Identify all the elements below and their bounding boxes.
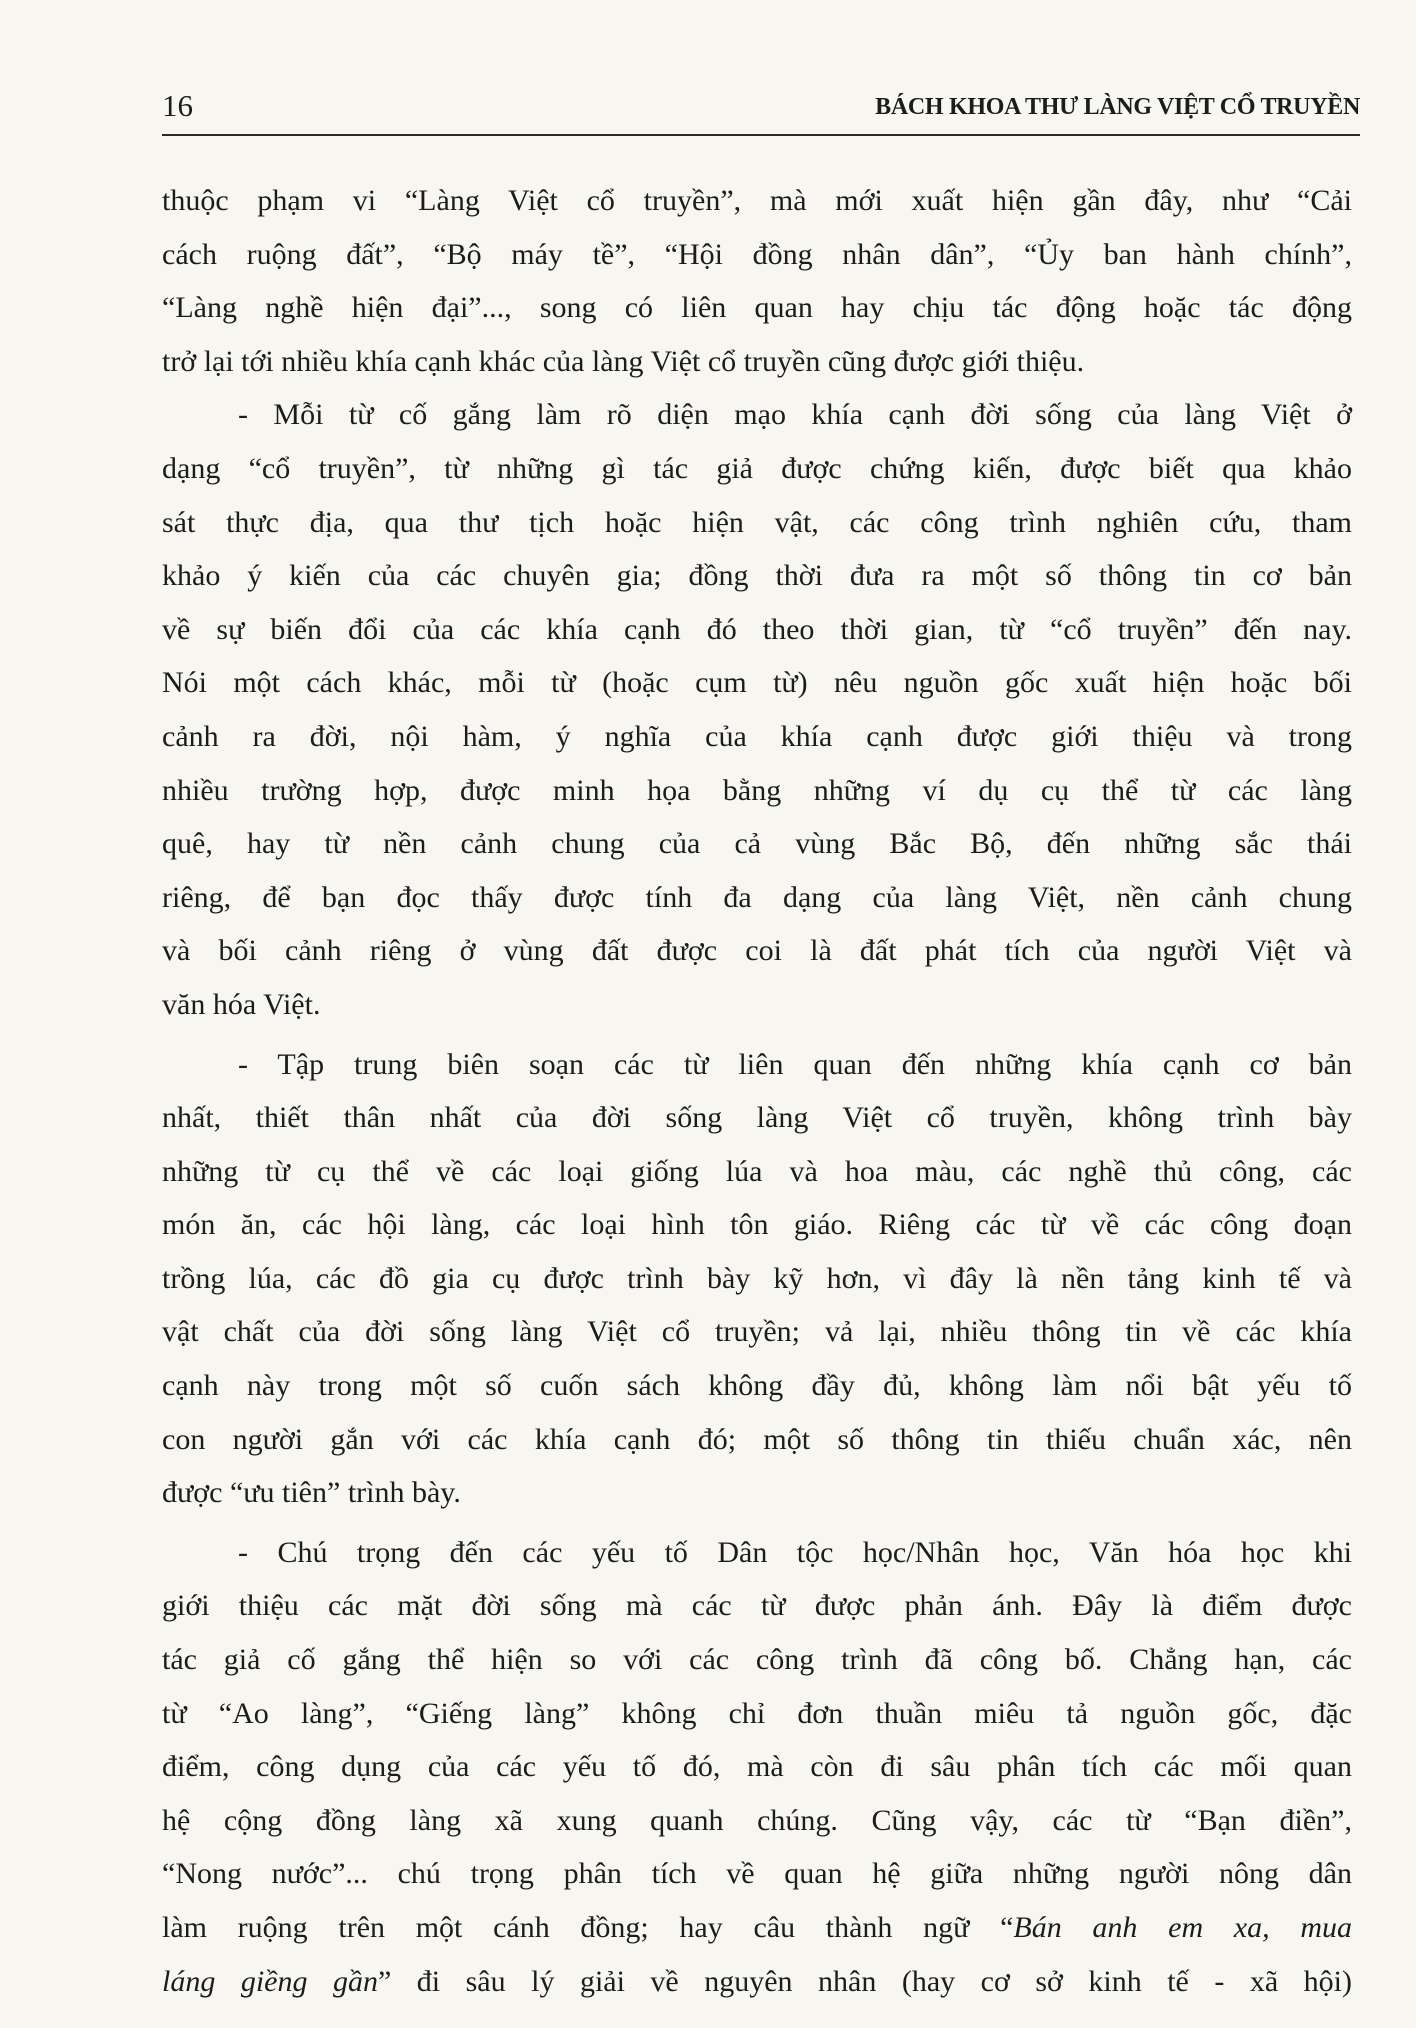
italic-phrase-end: láng giềng gần [162, 1964, 378, 1998]
text-line: sát thực địa, qua thư tịch hoặc hiện vật, các công trình nghiên cứu, tham [162, 505, 1352, 539]
text-run: làm ruộng trên một cánh đồng; hay câu thành ngữ “ [162, 1911, 1014, 1944]
text-line: quê, hay từ nền cảnh chung của cả vùng Bắc Bộ, đến những sắc thái [162, 827, 1352, 861]
text-line: những từ cụ thể về các loại giống lúa và hoa màu, các nghề thủ công, các [162, 1154, 1352, 1188]
text-line: vật chất của đời sống làng Việt cổ truyền; vả lại, nhiều thông tin về các khía [162, 1315, 1352, 1349]
text-line: giới thiệu các mặt đời sống mà các từ được phản ánh. Đây là điểm được [162, 1589, 1352, 1623]
text-line: trồng lúa, các đồ gia cụ được trình bày kỹ hơn, vì đây là nền tảng kinh tế và [162, 1261, 1352, 1295]
text-line: thuộc phạm vi “Làng Việt cổ truyền”, mà mới xuất hiện gần đây, như “Cải [162, 184, 1352, 217]
text-line: dạng “cổ truyền”, từ những gì tác giả được chứng kiến, được biết qua khảo [162, 451, 1352, 485]
paragraph-2 [162, 388, 1352, 1031]
text-line: điểm, công dụng của các yếu tố đó, mà còn đi sâu phân tích các mối quan [162, 1750, 1352, 1784]
text-line: cảnh ra đời, nội hàm, ý nghĩa của khía cạnh được giới thiệu và trong [162, 719, 1352, 753]
text-line: món ăn, các hội làng, các loại hình tôn giáo. Riêng các từ về các công đoạn [162, 1208, 1352, 1242]
text-line: - Chú trọng đến các yếu tố Dân tộc học/Nhân học, Văn hóa học khi [238, 1535, 1352, 1569]
text-run: ” đi sâu lý giải về nguyên nhân (hay cơ sở kinh tế - xã hội) [377, 1964, 1352, 1998]
text-line: “Làng nghề hiện đại”..., song có liên quan hay chịu tác động hoặc tác động [162, 291, 1352, 325]
text-line: tác giả cố gắng thể hiện so với các công trình đã công bố. Chẳng hạn, các [162, 1643, 1352, 1677]
text-line: từ “Ao làng”, “Giếng làng” không chỉ đơn thuần miêu tả nguồn gốc, đặc [162, 1696, 1352, 1730]
text-line [162, 1955, 1352, 2009]
text-line: “Nong nước”... chú trọng phân tích về quan hệ giữa những người nông dân [162, 1857, 1352, 1891]
text-line: con người gắn với các khía cạnh đó; một số thông tin thiếu chuẩn xác, nên [162, 1422, 1352, 1456]
text-line: riêng, để bạn đọc thấy được tính đa dạng của làng Việt, nền cảnh chung [162, 880, 1352, 914]
text-line: được “ưu tiên” trình bày. [162, 1476, 461, 1510]
page-header [162, 86, 1360, 140]
body-text [162, 174, 1352, 2008]
paragraph-1 [162, 174, 1352, 388]
text-line [162, 1901, 1352, 1955]
text-line: - Mỗi từ cố gắng làm rõ diện mạo khía cạnh đời sống của làng Việt ở [238, 398, 1352, 432]
text-line: - Tập trung biên soạn các từ liên quan đến những khía cạnh cơ bản [238, 1047, 1352, 1081]
text-line: Nói một cách khác, mỗi từ (hoặc cụm từ) nêu nguồn gốc xuất hiện hoặc bối [162, 666, 1352, 700]
text-line: khảo ý kiến của các chuyên gia; đồng thời đưa ra một số thông tin cơ bản [162, 559, 1352, 593]
page-number: 16 [162, 88, 193, 123]
text-line: văn hóa Việt. [162, 987, 321, 1021]
header-rule [162, 134, 1360, 136]
text-line: và bối cảnh riêng ở vùng đất được coi là đất phát tích của người Việt và [162, 934, 1352, 968]
paragraph-3 [162, 1038, 1352, 1520]
text-line: nhất, thiết thân nhất của đời sống làng Việt cổ truyền, không trình bày [162, 1101, 1352, 1135]
paragraph-4 [162, 1526, 1352, 2008]
italic-phrase-start: Bán anh em xa, mua [1013, 1911, 1352, 1944]
text-line: cạnh này trong một số cuốn sách không đầy đủ, không làm nổi bật yếu tố [162, 1369, 1352, 1403]
text-line: nhiều trường hợp, được minh họa bằng những ví dụ cụ thể từ các làng [162, 773, 1352, 807]
text-line: trở lại tới nhiều khía cạnh khác của làng Việt cổ truyền cũng được giới thiệu. [162, 344, 1085, 378]
text-line: về sự biến đổi của các khía cạnh đó theo thời gian, từ “cổ truyền” đến nay. [162, 612, 1352, 646]
running-title: BÁCH KHOA THƯ LÀNG VIỆT CỔ TRUYỀN [875, 94, 1360, 120]
text-line: cách ruộng đất”, “Bộ máy tề”, “Hội đồng nhân dân”, “Ủy ban hành chính”, [162, 237, 1352, 271]
text-line: hệ cộng đồng làng xã xung quanh chúng. Cũng vậy, các từ “Bạn điền”, [162, 1803, 1352, 1837]
